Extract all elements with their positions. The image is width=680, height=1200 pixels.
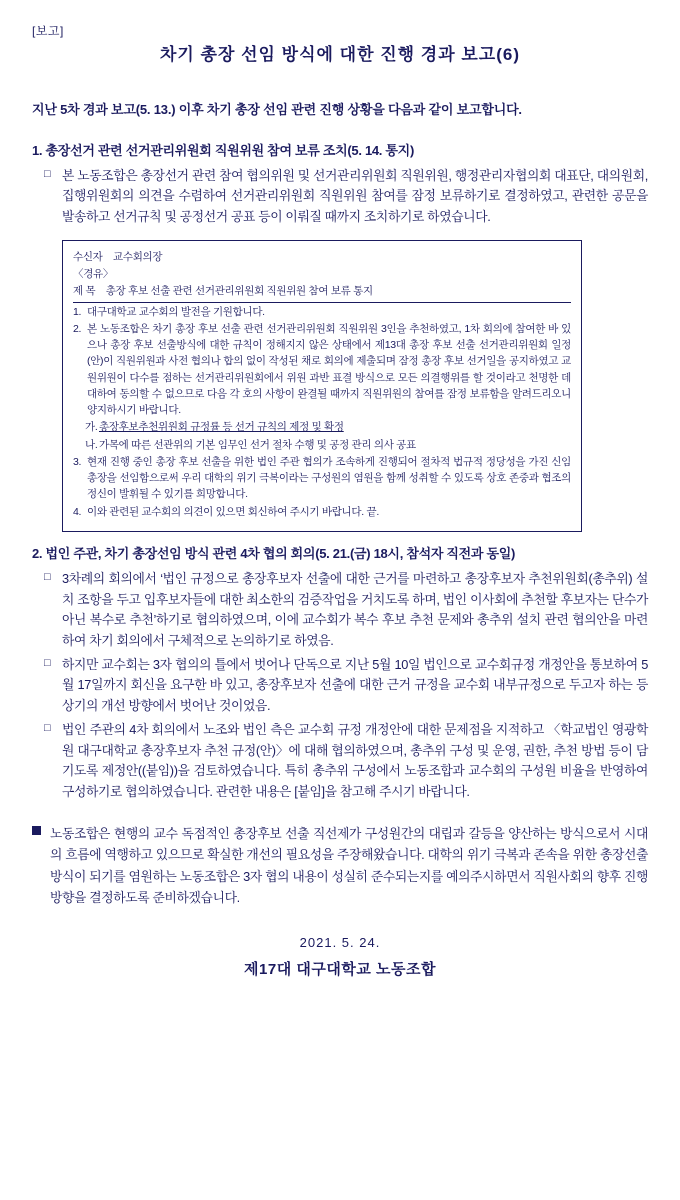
document-body xyxy=(32,100,648,979)
letter-item xyxy=(73,321,571,419)
letter-item-number: 4. xyxy=(73,505,82,518)
square-bullet-icon: □ xyxy=(44,656,51,669)
letter-subitem-text: 가목에 따른 선관위의 기본 임무인 선거 절차 수행 및 공정 관리 의사 공표 xyxy=(99,438,416,451)
letter-item-number: 2. xyxy=(73,322,82,335)
intro-paragraph: 지난 5차 경과 보고(5. 13.) 이후 차기 총장 선임 관련 진행 상황을 다음과 같이 보고합니다. xyxy=(32,102,522,117)
signature-date: 2021. 5. 24. xyxy=(299,934,381,950)
bullet-text: 법인 주관의 4차 회의에서 노조와 법인 측은 교수회 규정 개정안에 대한 문제점을 지적하고 〈학교법인 영광학원 대구대학교 총장후보자 추천 규정(안)〉에 대해 협의하였으며, 총추위 구성 및 운영, 권한, 추천 방법 등이 담기도록 제정안((붙임))을 검토하였습니다. 특히 총추위 구성에서 노동조합과 교수회의 구성원 비율을 반영하여 구성하기로 협의하였습니다. 관련한 내용은 [붙임]을 참고해 주시기 바랍니다. xyxy=(62,721,648,799)
signature-organization: 제17대 대구대학교 노동조합 xyxy=(244,960,436,978)
letter-item xyxy=(73,504,571,520)
letter-subitem-number: 나. xyxy=(85,438,98,451)
section-2-heading: 2. 법인 주관, 차기 총장선임 방식 관련 4차 협의 회의(5. 21.(금) 18시, 참석자 직전과 동일) xyxy=(32,546,516,561)
letter-item-text: 본 노동조합은 차기 총장 후보 선출 관련 선거관리위원회 직원위원 3인을 추천하였고, 1차 회의에 참여한 바 있으나 총장 후보 선출방식에 대한 규칙이 정해지지 않은 상태에서 제13대 총장 후보 선출 선거관리위원회 일정(안)이 직원위원과 사전 협의나 합의 없이 작성된 채로 회의에 제출되며 잠정 총장 후보 선거일을 공지하였고 교원위원이 다수를 점하는 선거관리위원회에서 위원 과반 표결 방식으로 모든 의결행위를 할 것이라고 천명한 데 대하여 동의할 수 없으므로 다음 각 호의 사항이 완결될 때까지 직원위원의 참여를 잠정 보류함을 알려드리오니 양지하시기 바랍니다. xyxy=(87,322,571,417)
section-2 xyxy=(32,544,648,803)
letter-subitem xyxy=(73,419,571,435)
square-bullet-icon: □ xyxy=(44,570,51,583)
letter-subject-label: 제 목 xyxy=(73,285,96,298)
letter-subitem xyxy=(73,437,571,453)
square-bullet-icon: □ xyxy=(44,167,51,180)
section-1-bullets xyxy=(32,166,648,228)
bullet-text: 하지만 교수회는 3자 협의의 틀에서 벗어나 단독으로 지난 5월 10일 법인으로 교수회규정 개정안을 통보하여 5월 17일까지 회신을 요구한 바 있고, 총장후보자 선출에 대한 근거 규정을 교수회 내부규정으로 두고자 하는 등 상기의 개선 방향에서 벗어난 것이었음. xyxy=(62,656,648,714)
letter-item-text: 이와 관련된 교수회의 의견이 있으면 회신하여 주시기 바랍니다. 끝. xyxy=(87,505,379,518)
letter-subitem-number: 가. xyxy=(85,421,98,434)
section-1 xyxy=(32,141,648,228)
list-item xyxy=(32,720,648,803)
letter-recipient-label: 수신자 xyxy=(73,250,103,263)
letter-item-text: 대구대학교 교수회의 발전을 기원합니다. xyxy=(87,305,265,318)
letter-via: 〈경유〉 xyxy=(73,268,114,281)
list-item xyxy=(32,655,648,717)
letter-subject-value: 총장 후보 선출 관련 선거관리위원회 직원위원 참여 보류 통지 xyxy=(105,285,373,298)
section-1-heading: 1. 총장선거 관련 선거관리위원회 직원위원 참여 보류 조치(5. 14. 통지) xyxy=(32,142,414,158)
letter-item-number: 1. xyxy=(73,305,82,318)
letter-subject-line xyxy=(73,283,571,302)
closing-paragraph xyxy=(32,823,648,909)
bullet-text: 본 노동조합은 총장선거 관련 참여 협의위원 및 선거관리위원회 직원위원, 행정관리자협의회 대표단, 대의원회, 집행위원회의 의견을 수렴하여 선거관리위원회 직원위원 참여를 잠정 보류하기로 결정하였고, 관련한 공문을 발송하고 선거규칙 및 공정선거 공표 등이 이뤄질 때까지 조치하기로 하였습니다. xyxy=(62,167,648,225)
letter-recipient-value: 교수회의장 xyxy=(113,250,163,263)
letter-subitem-text: 총장후보추천위원회 규정률 등 선거 규칙의 제정 및 확정 xyxy=(99,421,344,434)
letter-recipient-line xyxy=(73,249,571,265)
list-item xyxy=(32,569,648,652)
bullet-text: 3차례의 회의에서 ‘법인 규정으로 총장후보자 선출에 대한 근거를 마련하고 총장후보자 추천위원회(총추위) 설치 조항을 두고 입후보자들에 대한 최소한의 검증작업을 거치도록 하며, 법인 이사회에 추천할 후보자는 단수가 아닌 복수로 추천’하기로 협의하였으며, 이에 교수회가 복수 후보 추천 문제와 총추위 설치 관련 협의안을 마련하여 차기 회의에서 구체적으로 논의하기로 하였음. xyxy=(62,570,648,648)
letter-item xyxy=(73,304,571,320)
official-letter-box xyxy=(62,240,582,532)
letter-item xyxy=(73,454,571,503)
closing-text: 노동조합은 현행의 교수 독점적인 총장후보 선출 직선제가 구성원간의 대립과 갈등을 양산하는 방식으로서 시대의 흐름에 역행하고 있으므로 확실한 개선의 필요성을 주장해왔습니다. 대학의 위기 극복과 존속을 위한 총장선출 방식이 되기를 염원하는 노동조합은 3자 협의 내용이 성실히 준수되는지를 예의주시하면서 직원사회의 향후 진행 방향을 결정하도록 준비하겠습니다. xyxy=(50,825,648,906)
page-title: 차기 총장 선임 방식에 대한 진행 경과 보고(6) xyxy=(159,45,520,64)
signature-block xyxy=(32,935,648,979)
section-2-bullets xyxy=(32,569,648,803)
filled-square-icon xyxy=(32,826,41,835)
letter-item-text: 현재 진행 중인 총장 후보 선출을 위한 법인 주관 협의가 조속하게 진행되어 절차적 법규적 정당성을 가진 신임 총장을 선임함으로써 우리 대학의 위기 극복이라는 구성원의 염원을 함께 성취할 수 있도록 상호 존중과 협조의 정신이 발휘될 수 있기를 희망합니다. xyxy=(87,455,571,501)
square-bullet-icon: □ xyxy=(44,721,51,734)
document-tag: [보고] xyxy=(32,24,64,38)
list-item xyxy=(32,166,648,228)
letter-item-number: 3. xyxy=(73,455,82,468)
